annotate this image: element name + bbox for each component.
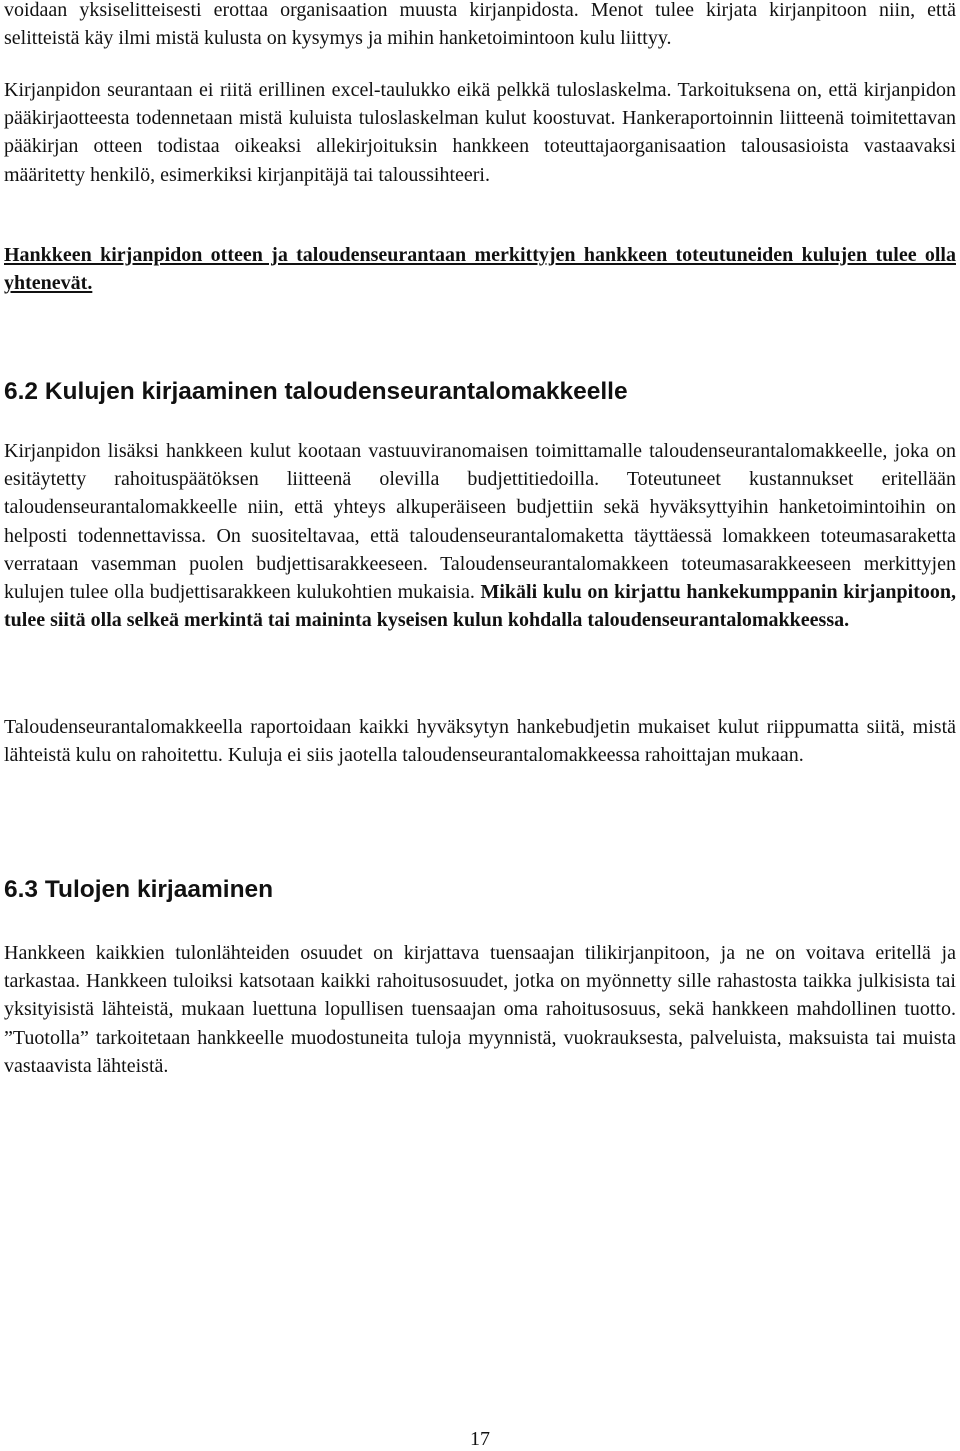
page-number: 17: [470, 1428, 490, 1450]
ledger-paragraph: Kirjanpidon seurantaan ei riitä erillinen excel-taulukko eikä pelkkä tuloslaskelma. Tarkoituksena on, että kirjanpidon pääkirjaotteesta todennetaan mistä kuluista tuloslaskelman kulut koostuvat. Hankeraportoinnin liitteenä toimitettavan pääkirjan otteen todistaa oikeaksi allekirjoituksin hankkeen toteuttajaorganisaation talousasioista vastaavaksi määritetty henkilö, esimerkiksi kirjanpitäjä tai taloussihteeri.: [4, 79, 956, 186]
section-6-3-paragraph-1: Hankkeen kaikkien tulonlähteiden osuudet on kirjattava tuensaajan tilikirjanpitoon, ja ne on voitava eritellä ja tarkastaa. Hankkeen tuloiksi katsotaan kaikki rahoitusosuudet, jotka on myönnetty sille rahastosta taikka julkisista tai yksityisistä lähteistä, mukaan luettuna lopullisen tuensaajan oma rahoitusosuus, sekä hankkeen mahdollinen tuotto. ”Tuotolla” tarkoitetaan hankkeelle muodostuneita tuloja myynnistä, vuokrauksesta, palveluista, maksuista tai muista vastaavista lähteistä.: [4, 942, 956, 1077]
section-heading-6-3: 6.3 Tulojen kirjaaminen: [4, 876, 274, 903]
section-heading-6-2: 6.2 Kulujen kirjaaminen taloudenseurantalomakkeelle: [4, 378, 628, 405]
section-6-2-paragraph-1: [4, 437, 956, 634]
section-6-2-bold-note: Mikäli kulu on kirjattu hankekumppanin kirjanpitoon, tulee siitä olla selkeä merkintä tai maininta kyseisen kulun kohdalla taloudenseurantalomakkeessa.: [4, 581, 957, 632]
intro-paragraph: voidaan yksiselitteisesti erottaa organisaation muusta kirjanpidosta. Menot tulee kirjata kirjanpitoon niin, että selitteistä käy ilmi mistä kulusta on kysymys ja mihin hanketoimintoon kulu liittyy.: [4, 0, 956, 50]
section-6-2-paragraph-2: Taloudenseurantalomakkeella raportoidaan kaikki hyväksytyn hankebudjetin mukaiset kulut riippumatta siitä, mistä lähteistä kulu on rahoitettu. Kuluja ei siis jaotella taloudenseurantalomakkeessa rahoittajan mukaan.: [4, 716, 956, 767]
consistency-statement: Hankkeen kirjanpidon otteen ja taloudenseurantaan merkittyjen hankkeen toteutuneiden kulujen tulee olla yhtenevät.: [4, 244, 956, 295]
section-6-2-text: Kirjanpidon lisäksi hankkeen kulut kootaan vastuuviranomaisen toimittamalle taloudenseurantalomakkeelle, joka on esitäytetty rahoituspäätöksen liitteenä olevilla budjettitiedoilla. Toteutuneet kustannukset eritellään taloudenseurantalomakkeelle niin, että yhteys alkuperäiseen budjettiin sekä hyväksyttyihin hanketoimintoihin on helposti todennettavissa. On suositeltavaa, että taloudenseurantalomaketta täyttäessä lomakkeen toteumasaraketta verrataan vasemman puolen budjettisarakkeeseen. Taloudenseurantalomakkeen toteumasarakkeeseen merkittyjen kulujen tulee olla budjettisarakkeen kulukohtien mukaisia.: [4, 440, 956, 604]
